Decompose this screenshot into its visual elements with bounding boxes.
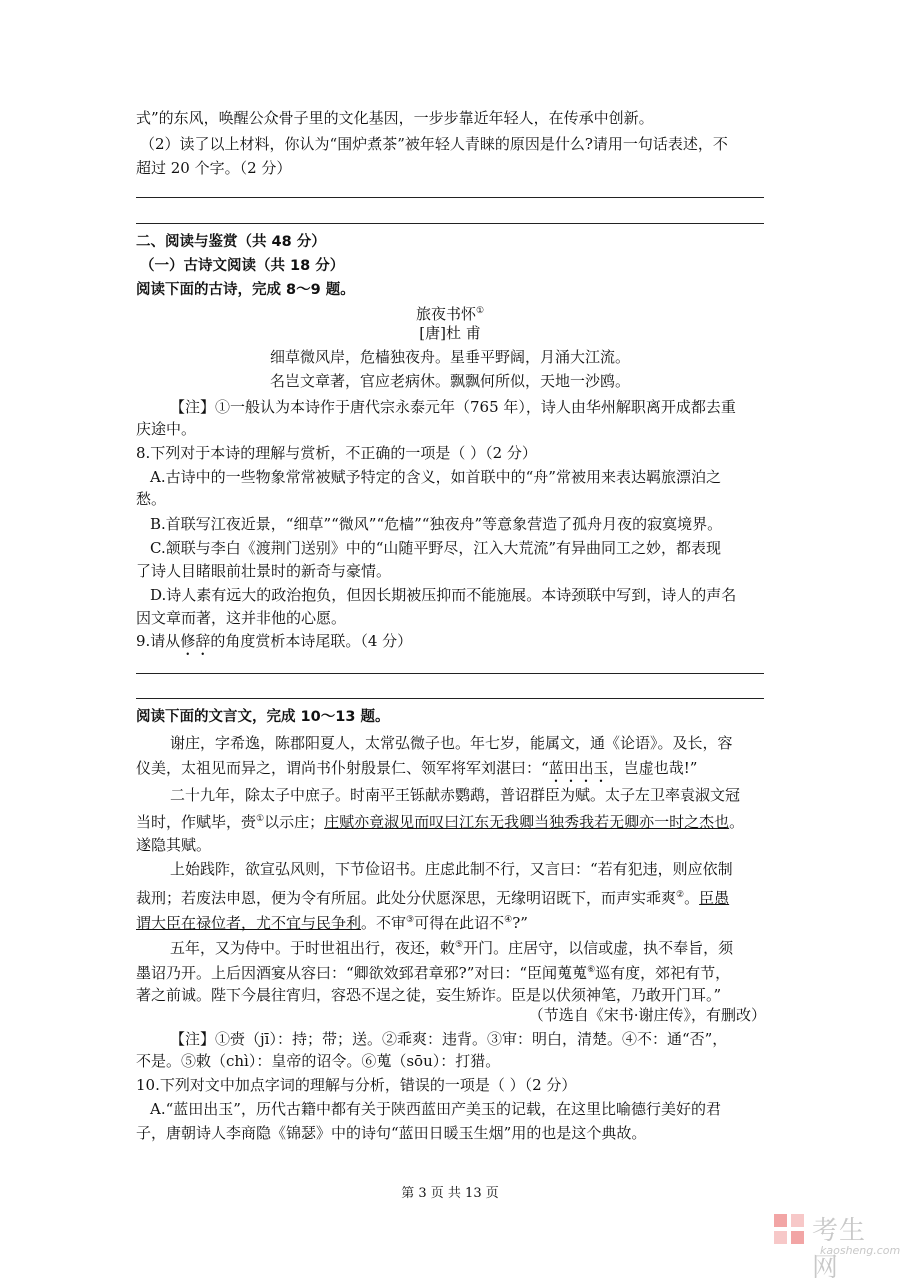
prose-line: 当时，作赋毕，赍①以示庄；庄赋亦竟淑见而叹曰江东无我卿当独秀我若无卿亦一时之杰也。 bbox=[136, 813, 745, 831]
prose-line: 谓大臣在禄位者，尤不宜与民争利。不审③可得在此诏不④?” bbox=[136, 914, 528, 932]
poem-note: 【注】①一般认为本诗作于唐代宗永泰元年（765 年），诗人由华州解职离开成都去重 bbox=[170, 398, 736, 416]
poem-line: 细草微风岸，危樯独夜舟。星垂平野阔，月涌大江流。 bbox=[269, 348, 630, 366]
option-a: A.“蓝田出玉”，历代古籍中都有关于陕西蓝田产美玉的记载，在这里比喻德行美好的君 bbox=[150, 1100, 721, 1118]
prose-line: 谢庄，字希逸，陈郡阳夏人，太常弘微子也。年七岁，能属文，通《论语》。及长，容 bbox=[170, 734, 733, 752]
question-stem: 9.请从修辞的角度赏析本诗尾联。（4 分） bbox=[136, 632, 413, 650]
prose-line: 仪美，太祖见而异之，谓尚书仆射殷景仁、领军将军刘湛曰：“蓝田出玉，岂虚也哉!” bbox=[136, 759, 698, 777]
prose-line: 墨诏乃开。上后因酒宴从容曰：“卿欲效郅君章邪?”对曰：“臣闻蒐蒐⑥巡有度，郊祀有节， bbox=[136, 964, 731, 982]
prose-note: 【注】①赍（jī）：持；带；送。②乖爽：违背。③审：明白，清楚。④不：通“否”， bbox=[170, 1030, 728, 1048]
passage-end-line: 式”的东风，唤醒公众骨子里的文化基因，一步步靠近年轻人，在传承中创新。 bbox=[136, 109, 654, 127]
section-title: 二、阅读与鉴赏（共 48 分） bbox=[136, 234, 326, 250]
poem-line: 名岂文章著，官应老病休。飘飘何所似，天地一沙鸥。 bbox=[269, 372, 630, 390]
dotted-phrase: 蓝田出玉 bbox=[548, 759, 609, 777]
subsection-title: （一）古诗文阅读（共 18 分） bbox=[140, 258, 345, 274]
prose-line: 五年，又为侍中。于时世祖出行，夜还，敕⑤开门。庄居守，以信或虚，执不奉旨，须 bbox=[170, 939, 734, 957]
prose-line: 裁刑；若废法申恩，便为令有所屈。此处分伏愿深思，无缘明诏既下，而声实乖爽②。臣愚 bbox=[136, 889, 730, 907]
answer-line bbox=[136, 197, 764, 198]
prose-line: 二十九年，除太子中庶子。时南平王铄献赤鹦鹉，普诏群臣为赋。太子左卫率袁淑文冠 bbox=[170, 786, 741, 804]
page-footer: 第 3 页 共 13 页 bbox=[401, 1186, 499, 1201]
prose-note: 不是。⑤敕（chì）：皇帝的诏令。⑥蒐（sōu）：打猎。 bbox=[136, 1052, 501, 1070]
question-stem: 8.下列对于本诗的理解与赏析，不正确的一项是（ ）（2 分） bbox=[136, 444, 537, 462]
prose-intro: 阅读下面的文言文，完成 10～13 题。 bbox=[136, 709, 390, 725]
option-c: C.颔联与李白《渡荆门送别》中的“山随平野尽，江入大荒流”有异曲同工之妙，都表现 bbox=[150, 539, 722, 557]
underlined-sentence: 谓大臣在禄位者，尤不宜与民争利 bbox=[136, 914, 362, 932]
option-a: 愁。 bbox=[136, 490, 167, 508]
answer-line bbox=[136, 673, 764, 674]
answer-line bbox=[136, 698, 764, 699]
underlined-sentence: 臣愚 bbox=[699, 889, 730, 907]
q2-line2: 超过 20 个字。（2 分） bbox=[136, 159, 292, 177]
prose-line: 上始践阼，欲宣弘风则，下节俭诏书。庄虑此制不行，又言曰：“若有犯违，则应依制 bbox=[170, 860, 733, 878]
option-d: 因文章而著，这并非他的心愿。 bbox=[136, 609, 347, 627]
underlined-sentence: 庄赋亦竟淑见而叹曰江东无我卿当独秀我若无卿亦一时之杰也 bbox=[324, 813, 730, 831]
kaosheng-logo-icon bbox=[772, 1212, 806, 1246]
watermark bbox=[772, 1208, 900, 1283]
poem-title: 旅夜书怀① bbox=[415, 305, 485, 323]
prose-line: 著之前诚。陛下今晨往宵归，容恐不逞之徒，妄生矫诈。臣是以伏须神笔，乃敢开门耳。” bbox=[136, 986, 722, 1004]
answer-line bbox=[136, 223, 764, 224]
watermark-url: kaosheng.com bbox=[820, 1244, 900, 1257]
q2-line1: （2）读了以上材料，你认为“围炉煮茶”被年轻人青睐的原因是什么?请用一句话表述，不 bbox=[140, 135, 728, 153]
option-a: A.古诗中的一些物象常常被赋予特定的含义，如首联中的“舟”常被用来表达羁旅漂泊之 bbox=[150, 468, 721, 486]
option-a: 子，唐朝诗人李商隐《锦瑟》中的诗句“蓝田日暖玉生烟”用的也是这个典故。 bbox=[136, 1124, 647, 1142]
poem-note: 庆途中。 bbox=[136, 420, 197, 438]
watermark-text: 考生网 bbox=[812, 1216, 867, 1283]
prose-line: 遂隐其赋。 bbox=[136, 836, 212, 854]
option-d: D.诗人素有远大的政治抱负，但因长期被压抑而不能施展。本诗颈联中写到，诗人的声名 bbox=[150, 586, 737, 604]
poem-author: [唐]杜 甫 bbox=[419, 324, 481, 342]
question-stem: 10.下列对文中加点字词的理解与分析，错误的一项是（ ）（2 分） bbox=[136, 1076, 577, 1094]
poem-intro: 阅读下面的古诗，完成 8～9 题。 bbox=[136, 282, 355, 298]
dotted-word: 修辞 bbox=[180, 632, 211, 650]
option-b: B.首联写江夜近景，“细草”“微风”“危樯”“独夜舟”等意象营造了孤舟月夜的寂寞境界。 bbox=[150, 515, 723, 533]
prose-source: （节选自《宋书·谢庄传》，有删改） bbox=[528, 1006, 766, 1024]
note-mark: ① bbox=[475, 306, 485, 316]
option-c: 了诗人目睹眼前壮景时的新奇与豪情。 bbox=[136, 562, 392, 580]
